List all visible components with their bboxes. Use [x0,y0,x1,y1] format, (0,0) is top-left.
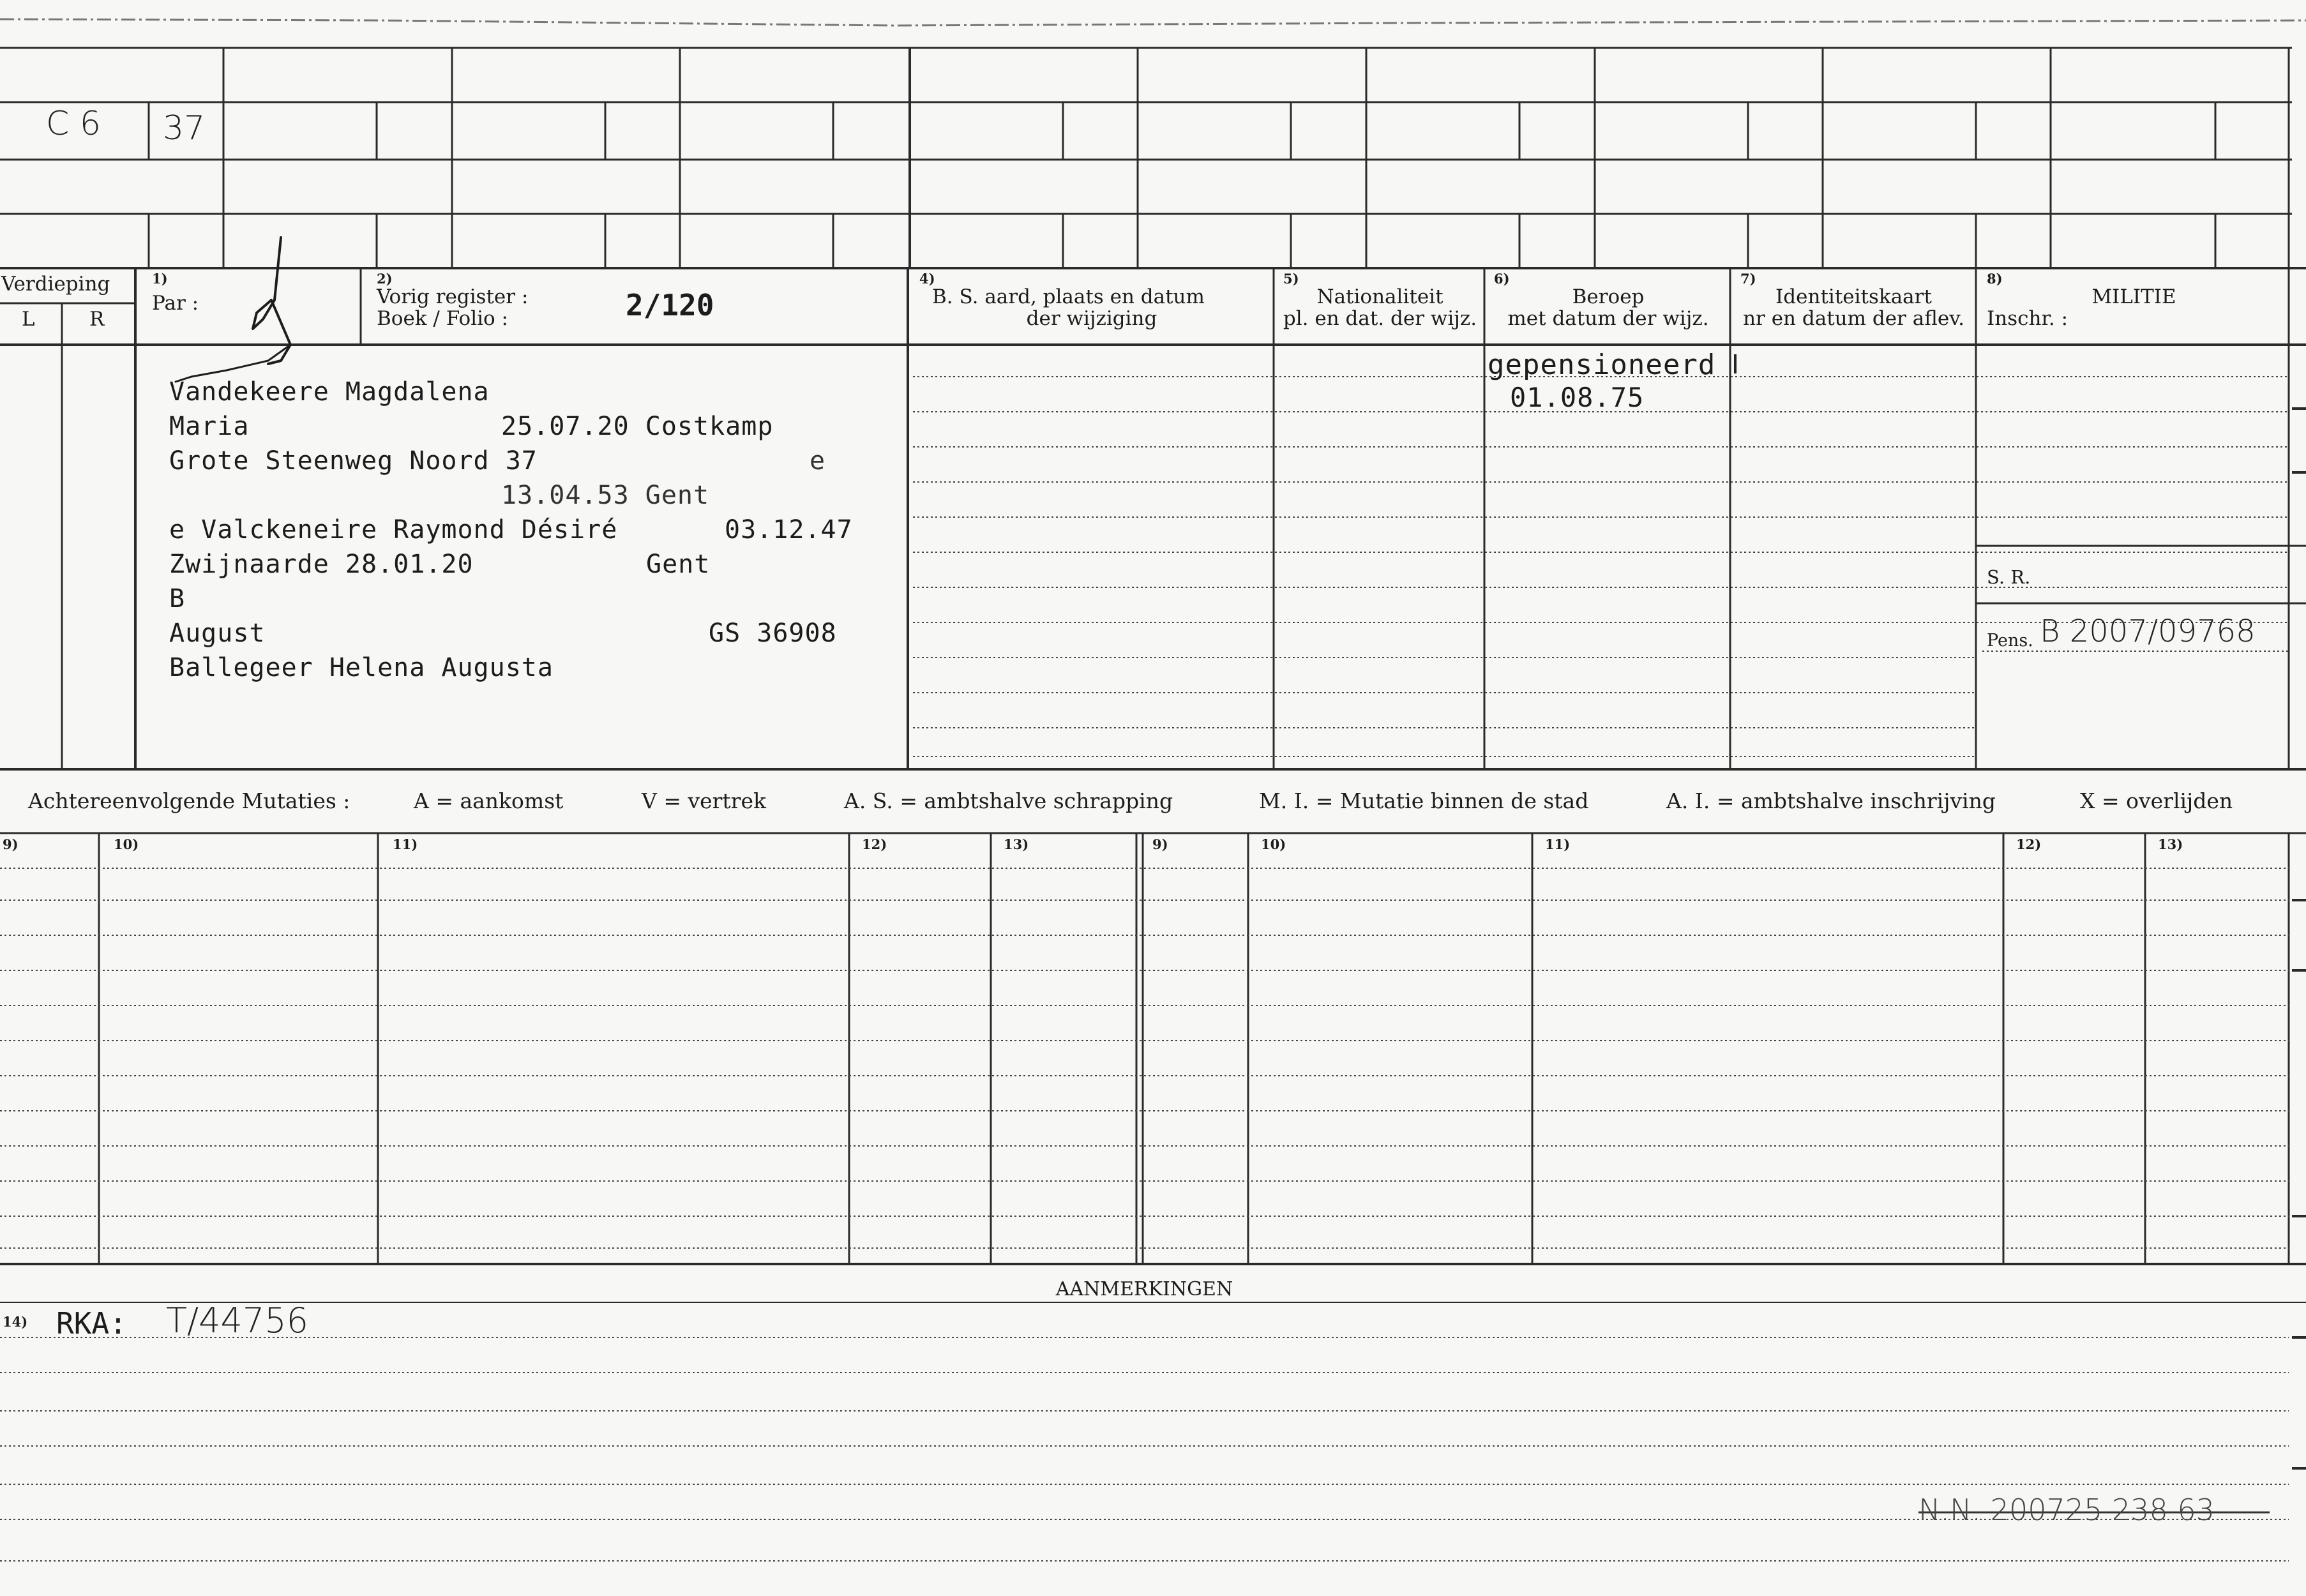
beroep-header-line1: Beroep [1572,285,1645,308]
aanmerkingen-title: AANMERKINGEN [1055,1278,1233,1300]
code-value: C 6 [46,105,101,143]
field-number-1: 1) [152,271,168,287]
rka-label: RKA: [56,1306,127,1341]
column-r-label: R [89,308,105,331]
register-number: 37 [163,109,206,147]
legend-mutatie-binnen-stad: M. I. = Mutatie binnen de stad [1259,788,1589,813]
mutaties-title: Achtereenvolgende Mutaties : [28,788,350,813]
nationaliteit-header-line2: pl. en dat. der wijz. [1283,307,1477,330]
bs-header-line1: B. S. aard, plaats en datum [932,285,1205,308]
legend-ambtshalve-inschrijving: A. I. = ambtshalve inschrijving [1666,788,1996,813]
mutaties-col-9: 9) [3,836,19,852]
person-address: Grote Steenweg Noord 37 [169,446,538,476]
bs-header-line2: der wijziging [1026,307,1157,330]
boek-folio-label: Boek / Folio : [377,307,508,330]
mutaties-col-10: 10) [114,836,139,852]
spouse-date: 03.12.47 [725,515,853,545]
person-name-line1: Vandekeere Magdalena [169,377,490,407]
vorig-register-value: 2/120 [626,288,714,322]
field-number-4: 4) [919,271,935,287]
identiteitskaart-header-line1: Identiteitskaart [1775,285,1932,308]
rka-value: T/44756 [166,1300,308,1341]
field-number-8: 8) [1987,271,2003,287]
field-number-5: 5) [1283,271,1299,287]
mutaties-col-12b: 12) [2016,836,2042,852]
person-e1: e [810,446,826,476]
spouse-name: e Valckeneire Raymond Désiré [169,515,618,545]
spouse-birth: Zwijnaarde 28.01.20 [169,550,474,579]
person-date2: 13.04.53 Gent [501,481,710,510]
mutaties-col-11: 11) [393,836,418,852]
legend-overlijden: X = overlijden [2080,788,2233,813]
field-number-6: 6) [1494,271,1510,287]
mutaties-col-9b: 9) [1152,836,1168,852]
pens-value: B 2007/09768 [2040,614,2256,649]
field-number-14: 14) [3,1314,28,1330]
beroep-value: gepensioneerd [1488,349,1716,381]
mutaties-col-13: 13) [1004,836,1029,852]
gs-number: GS 36908 [709,619,837,648]
par-label: Par : [152,292,199,315]
identiteitskaart-header-line2: nr en datum der aflev. [1743,307,1964,330]
mutaties-col-12: 12) [862,836,887,852]
field-number-2: 2) [377,271,393,287]
mutaties-col-13b: 13) [2158,836,2183,852]
spouse-place: Gent [646,550,711,579]
verdieping-label: Verdieping [1,273,110,296]
column-l-label: L [22,308,35,331]
inschr-label: Inschr. : [1987,307,2069,330]
nn-number: N.N. 200725 238 63 [1918,1493,2215,1527]
marker-b: B [169,584,186,614]
mutaties-col-10b: 10) [1261,836,1286,852]
legend-aankomst: A = aankomst [414,788,564,813]
legend-ambtshalve-schrapping: A. S. = ambtshalve schrapping [844,788,1173,813]
pens-label: Pens. [1987,631,2033,651]
militie-header: MILITIE [2091,285,2176,308]
field-number-7: 7) [1740,271,1756,287]
vorig-register-label: Vorig register : [377,285,529,308]
legend-vertrek: V = vertrek [642,788,766,813]
mutaties-col-11b: 11) [1545,836,1571,852]
mother-name: Ballegeer Helena Augusta [169,653,554,682]
beroep-header-line2: met datum der wijz. [1507,307,1709,330]
beroep-date: 01.08.75 [1510,382,1645,413]
father-name: August [169,619,266,648]
sr-label: S. R. [1987,566,2031,588]
nationaliteit-header-line1: Nationaliteit [1316,285,1443,308]
person-birth: 25.07.20 Costkamp [501,412,774,441]
person-name-line2: Maria [169,412,250,441]
